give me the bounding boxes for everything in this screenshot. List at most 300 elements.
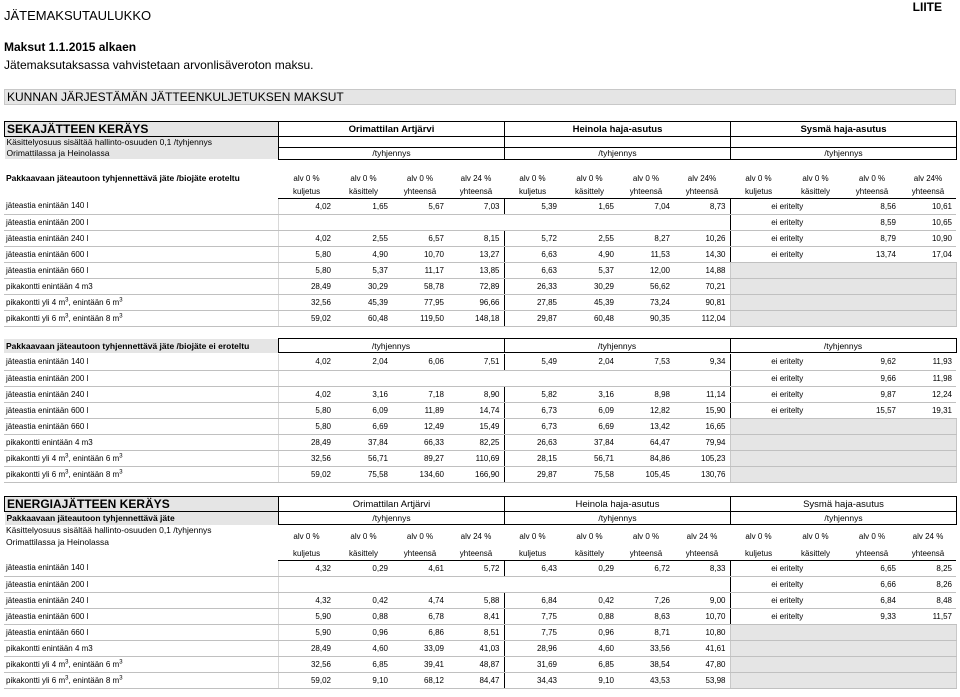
unit2-heinola: /tyhjennys (504, 339, 730, 353)
value-cell: ei eritelty (730, 576, 844, 592)
value-cell: 4,60 (561, 640, 618, 656)
value-cell: 59,02 (278, 466, 335, 482)
vat-header: alv 0 % (576, 173, 603, 183)
value-cell: 0,88 (561, 608, 618, 624)
value-cell: 6,63 (504, 246, 561, 262)
value-cell: 9,62 (844, 354, 900, 370)
value-cell: 4,02 (278, 386, 335, 402)
value-cell: 11,57 (900, 608, 956, 624)
value-cell: 53,98 (674, 672, 730, 688)
value-cell: 10,80 (674, 624, 730, 640)
value-cell: 16,65 (674, 418, 730, 434)
value-cell: 8,33 (674, 560, 730, 576)
value-cell: 5,49 (504, 354, 561, 370)
energy-header (4, 496, 957, 525)
value-cell: 5,82 (504, 386, 561, 402)
value-cell: ei eritelty (730, 230, 844, 246)
vat-header: alv 0 % (802, 173, 829, 183)
value-cell: 15,57 (844, 402, 900, 418)
table-row (4, 278, 956, 294)
value-cell: 2,04 (335, 354, 392, 370)
row-label: jäteastia enintään 140 l (4, 354, 278, 370)
value-cell: 11,14 (674, 386, 730, 402)
table-row (4, 402, 956, 418)
area-heinola: Heinola haja-asutus (505, 122, 731, 137)
value-cell: 39,41 (392, 656, 448, 672)
value-cell: 6,09 (561, 402, 618, 418)
sek-title: SEKAJÄTTEEN KERÄYS (5, 122, 279, 137)
vat-header: alv 0 % (350, 173, 377, 183)
kind-header: yhteensä (448, 548, 504, 560)
value-cell: 6,57 (392, 230, 448, 246)
table-row (4, 450, 956, 466)
valid-from-text: Maksut 1.1.2015 alkaen (4, 40, 137, 54)
vat-header: alv 0 % (745, 173, 772, 183)
value-cell: 8,79 (844, 230, 900, 246)
table-row (4, 310, 956, 326)
energy-area-heinola: Heinola haja-asutus (505, 497, 731, 512)
kind-header: yhteensä (844, 548, 900, 560)
vat-header: alv 24 % (460, 531, 492, 541)
value-cell: 4,02 (278, 230, 335, 246)
value-cell: 5,90 (278, 624, 335, 640)
unit-orimattila: /tyhjennys (279, 147, 505, 159)
table-row (4, 230, 956, 246)
value-cell: ei eritelty (730, 198, 844, 214)
value-cell: 47,80 (674, 656, 730, 672)
value-cell: 5,67 (392, 198, 448, 214)
unit2-sysma: /tyhjennys (730, 339, 956, 353)
energy-area-sysma: Sysmä haja-asutus (731, 497, 957, 512)
kind-header: yhteensä (618, 186, 674, 198)
value-cell: 0,29 (335, 560, 392, 576)
table-row (4, 198, 956, 214)
row-label: pikakontti yli 4 $m^3$, enintään 6 $m^3$ (4, 294, 278, 310)
value-cell: 8,48 (900, 592, 956, 608)
empty-cell (730, 418, 956, 434)
value-cell: 14,88 (674, 262, 730, 278)
value-cell: 33,09 (392, 640, 448, 656)
value-cell: 5,90 (278, 608, 335, 624)
value-cell: 31,69 (504, 656, 561, 672)
empty-cell (730, 294, 956, 310)
value-cell: ei eritelty (730, 386, 844, 402)
value-cell: 8,41 (448, 608, 504, 624)
value-cell: 13,74 (844, 246, 900, 262)
value-cell: 12,24 (900, 386, 956, 402)
row-label: pikakontti yli 4 $m^3$, enintään 6 $m^3$ (4, 656, 278, 672)
value-cell: 70,21 (674, 278, 730, 294)
value-cell: 110,69 (448, 450, 504, 466)
value-cell: 73,24 (618, 294, 674, 310)
empty-cell (730, 466, 956, 482)
value-cell: 38,54 (618, 656, 674, 672)
value-cell: 0,96 (561, 624, 618, 640)
value-cell: 8,27 (618, 230, 674, 246)
value-cell: 7,51 (448, 354, 504, 370)
value-cell: 17,04 (900, 246, 956, 262)
row-label: jäteastia enintään 600 l (4, 246, 278, 262)
value-cell: 26,33 (504, 278, 561, 294)
value-cell: 10,70 (674, 608, 730, 624)
area-orimattila: Orimattilan Artjärvi (279, 122, 505, 137)
energy-unit-sysma: /tyhjennys (731, 512, 957, 525)
value-cell: 59,02 (278, 672, 335, 688)
value-cell: 2,04 (561, 354, 618, 370)
value-cell: 10,70 (392, 246, 448, 262)
value-cell: 10,61 (900, 198, 956, 214)
value-cell: 4,74 (392, 592, 448, 608)
kind-header: yhteensä (844, 186, 900, 198)
value-cell: 4,90 (335, 246, 392, 262)
kind-header: yhteensä (674, 186, 730, 198)
value-cell: 1,65 (561, 198, 618, 214)
value-cell: 59,02 (278, 310, 335, 326)
vat-header: alv 0 % (519, 173, 546, 183)
table-row (4, 370, 956, 386)
main-section-band: KUNNAN JÄRJESTÄMÄN JÄTTEENKULJETUKSEN MAKSUT (4, 89, 956, 105)
value-cell: 8,51 (448, 624, 504, 640)
empty-cell (278, 214, 730, 230)
value-cell: 15,90 (674, 402, 730, 418)
empty-cell (730, 310, 956, 326)
vat-header: alv 24 % (912, 531, 944, 541)
value-cell: 6,85 (561, 656, 618, 672)
value-cell: 4,60 (335, 640, 392, 656)
kind-header: kuljetus (504, 186, 561, 198)
kind-header: kuljetus (730, 548, 787, 560)
value-cell: 4,90 (561, 246, 618, 262)
row-label: jäteastia enintään 660 l (4, 262, 278, 278)
kind-header: käsittely (787, 186, 844, 198)
attachment-label: LIITE (912, 0, 942, 14)
handling-note: Käsittelyosuus sisältää hallinto-osuuden 0,1 /tyhjennys (5, 137, 279, 148)
handling-note: Käsittelyosuus sisältää hallinto-osuuden 0,1 /tyhjennys Orimattilassa ja Heinolassa (6, 525, 212, 547)
value-cell: 45,39 (561, 294, 618, 310)
value-cell: 32,56 (278, 294, 335, 310)
value-cell: 5,80 (278, 262, 335, 278)
value-cell: 119,50 (392, 310, 448, 326)
value-cell: 56,71 (335, 450, 392, 466)
value-cell: 166,90 (448, 466, 504, 482)
value-cell: 28,49 (278, 640, 335, 656)
value-cell: 58,78 (392, 278, 448, 294)
value-cell: 3,16 (335, 386, 392, 402)
value-cell: 82,25 (448, 434, 504, 450)
value-cell: 5,88 (448, 592, 504, 608)
vat-header: alv 0 % (406, 531, 434, 541)
value-cell: 30,29 (335, 278, 392, 294)
value-cell: 0,29 (561, 560, 618, 576)
value-cell: 45,39 (335, 294, 392, 310)
document-title: JÄTEMAKSUTAULUKKO (4, 8, 152, 23)
unit-sysma: /tyhjennys (731, 147, 957, 159)
sek-table-separated (4, 170, 957, 327)
value-cell: 77,95 (392, 294, 448, 310)
value-cell: 8,63 (618, 608, 674, 624)
value-cell: ei eritelty (730, 608, 844, 624)
vat-header: alv 0 % (858, 531, 886, 541)
value-cell: 37,84 (561, 434, 618, 450)
vat-note-text: Jätemaksutaksassa vahvistetaan arvonlisäveroton maksu. (4, 58, 314, 72)
value-cell: 30,29 (561, 278, 618, 294)
value-cell: 32,56 (278, 656, 335, 672)
value-cell: 10,65 (900, 214, 956, 230)
row-label: jäteastia enintään 600 l (4, 608, 278, 624)
value-cell: 9,10 (335, 672, 392, 688)
value-cell: 8,98 (618, 386, 674, 402)
value-cell: 8,15 (448, 230, 504, 246)
value-cell: 7,26 (618, 592, 674, 608)
value-cell: 11,89 (392, 402, 448, 418)
row-label: jäteastia enintään 200 l (4, 370, 278, 386)
value-cell: 41,61 (674, 640, 730, 656)
value-cell: 11,17 (392, 262, 448, 278)
value-cell: 34,43 (504, 672, 561, 688)
value-cell: 7,75 (504, 608, 561, 624)
row-label: pikakontti yli 4 $m^3$, enintään 6 $m^3$ (4, 450, 278, 466)
value-cell: 9,33 (844, 608, 900, 624)
value-cell: 6,69 (561, 418, 618, 434)
value-cell: 15,49 (448, 418, 504, 434)
sub2-title: Pakkaavaan jäteautoon tyhjennettävä jäte /biojäte ei eroteltu (4, 339, 278, 353)
kind-header: käsittely (335, 548, 392, 560)
value-cell: 6,63 (504, 262, 561, 278)
table-row (4, 434, 956, 450)
value-cell: 9,34 (674, 354, 730, 370)
value-cell: 56,71 (561, 450, 618, 466)
value-cell: 27,85 (504, 294, 561, 310)
energy-unit-heinola: /tyhjennys (505, 512, 731, 525)
value-cell: 29,87 (504, 466, 561, 482)
value-cell: 26,63 (504, 434, 561, 450)
value-cell: 130,76 (674, 466, 730, 482)
row-label: jäteastia enintään 600 l (4, 402, 278, 418)
table-row (4, 656, 956, 672)
value-cell: 96,66 (448, 294, 504, 310)
value-cell: 84,86 (618, 450, 674, 466)
value-cell: 64,47 (618, 434, 674, 450)
value-cell: 33,56 (618, 640, 674, 656)
value-cell: 11,98 (900, 370, 956, 386)
vat-header: alv 0 % (576, 531, 603, 541)
value-cell: 28,15 (504, 450, 561, 466)
value-cell: 6,06 (392, 354, 448, 370)
value-cell: 9,00 (674, 592, 730, 608)
unit2-orimattila: /tyhjennys (278, 339, 504, 353)
value-cell: 5,80 (278, 402, 335, 418)
value-cell: ei eritelty (730, 246, 844, 262)
value-cell: 5,72 (504, 230, 561, 246)
value-cell: 19,31 (900, 402, 956, 418)
kind-header: käsittely (335, 186, 392, 198)
value-cell: 8,90 (448, 386, 504, 402)
empty-cell (730, 656, 956, 672)
table-row (4, 262, 956, 278)
value-cell: ei eritelty (730, 214, 844, 230)
sub-title: Pakkaavaan jäteautoon tyhjennettävä jäte /biojäte eroteltu (6, 173, 240, 183)
value-cell: 60,48 (335, 310, 392, 326)
value-cell: 66,33 (392, 434, 448, 450)
value-cell: 28,96 (504, 640, 561, 656)
value-cell: 6,85 (335, 656, 392, 672)
row-label: pikakontti enintään 4 m3 (4, 434, 278, 450)
kind-header: yhteensä (900, 186, 956, 198)
table-row (4, 294, 956, 310)
value-cell: 41,03 (448, 640, 504, 656)
table-row (4, 576, 956, 592)
row-label: jäteastia enintään 140 l (4, 560, 278, 576)
value-cell: 4,02 (278, 354, 335, 370)
vat-header: alv 0 % (745, 531, 772, 541)
value-cell: 6,86 (392, 624, 448, 640)
value-cell: 89,27 (392, 450, 448, 466)
vat-header: alv 0 % (632, 531, 660, 541)
value-cell: 32,56 (278, 450, 335, 466)
value-cell: 11,53 (618, 246, 674, 262)
value-cell: 12,82 (618, 402, 674, 418)
value-cell: 5,37 (335, 262, 392, 278)
empty-cell (730, 278, 956, 294)
value-cell: 13,85 (448, 262, 504, 278)
value-cell: 90,35 (618, 310, 674, 326)
value-cell: 13,27 (448, 246, 504, 262)
value-cell: 8,25 (900, 560, 956, 576)
row-label: pikakontti yli 6 $m^3$, enintään 8 $m^3$ (4, 672, 278, 688)
value-cell: ei eritelty (730, 354, 844, 370)
value-cell: 6,72 (618, 560, 674, 576)
value-cell: 6,84 (504, 592, 561, 608)
value-cell: 56,62 (618, 278, 674, 294)
energy-sub: Pakkaavaan jäteautoon tyhjennettävä jäte (5, 512, 279, 525)
table-row (4, 386, 956, 402)
table-row (4, 640, 956, 656)
vat-header: alv 0 % (406, 173, 434, 183)
value-cell: 0,96 (335, 624, 392, 640)
sek-sub2-header (4, 338, 957, 353)
empty-cell (730, 640, 956, 656)
value-cell: 8,71 (618, 624, 674, 640)
row-label: jäteastia enintään 140 l (4, 198, 278, 214)
vat-header: alv 0 % (293, 531, 320, 541)
kind-header: yhteensä (392, 548, 448, 560)
row-label: jäteastia enintään 200 l (4, 214, 278, 230)
value-cell: 8,73 (674, 198, 730, 214)
kind-header: yhteensä (448, 186, 504, 198)
empty-cell (730, 450, 956, 466)
row-label: jäteastia enintään 240 l (4, 386, 278, 402)
value-cell: 6,84 (844, 592, 900, 608)
vat-header: alv 0 % (293, 173, 320, 183)
value-cell: 2,55 (335, 230, 392, 246)
value-cell: 29,87 (504, 310, 561, 326)
value-cell: 8,59 (844, 214, 900, 230)
energy-area-orimattila: Orimattilan Artjärvi (279, 497, 505, 512)
value-cell: 5,80 (278, 246, 335, 262)
vat-header: alv 0 % (858, 173, 886, 183)
kind-header: kuljetus (504, 548, 561, 560)
value-cell: 6,73 (504, 418, 561, 434)
energy-title: ENERGIAJÄTTEEN KERÄYS (5, 497, 279, 512)
empty-cell (730, 624, 956, 640)
kind-header: yhteensä (392, 186, 448, 198)
value-cell: 68,12 (392, 672, 448, 688)
table-row (4, 592, 956, 608)
value-cell: 4,02 (278, 198, 335, 214)
area-sysma: Sysmä haja-asutus (731, 122, 957, 137)
value-cell: 11,93 (900, 354, 956, 370)
value-cell: 0,42 (335, 592, 392, 608)
kind-header: kuljetus (278, 548, 335, 560)
table-row (4, 214, 956, 230)
value-cell: 28,49 (278, 434, 335, 450)
energy-unit-orimattila: /tyhjennys (279, 512, 505, 525)
value-cell: 37,84 (335, 434, 392, 450)
value-cell: 79,94 (674, 434, 730, 450)
kind-header: käsittely (787, 548, 844, 560)
vat-header: alv 24 % (686, 531, 718, 541)
kind-header: yhteensä (618, 548, 674, 560)
value-cell: 6,43 (504, 560, 561, 576)
value-cell: 2,55 (561, 230, 618, 246)
value-cell: 6,73 (504, 402, 561, 418)
value-cell: 9,66 (844, 370, 900, 386)
table-row (4, 354, 956, 370)
value-cell: 5,39 (504, 198, 561, 214)
row-label: jäteastia enintään 660 l (4, 418, 278, 434)
vat-header: alv 24% (913, 173, 943, 183)
value-cell: 148,18 (448, 310, 504, 326)
value-cell: 7,03 (448, 198, 504, 214)
value-cell: 10,90 (900, 230, 956, 246)
energy-table (4, 524, 957, 689)
value-cell: 9,87 (844, 386, 900, 402)
empty-cell (278, 576, 730, 592)
value-cell: 112,04 (674, 310, 730, 326)
unit-heinola: /tyhjennys (505, 147, 731, 159)
value-cell: 75,58 (561, 466, 618, 482)
kind-header: käsittely (561, 548, 618, 560)
value-cell: 4,32 (278, 592, 335, 608)
row-label: jäteastia enintään 660 l (4, 624, 278, 640)
table-row (4, 624, 956, 640)
value-cell: 8,56 (844, 198, 900, 214)
table-row (4, 418, 956, 434)
value-cell: 6,65 (844, 560, 900, 576)
table-row (4, 466, 956, 482)
value-cell: 7,53 (618, 354, 674, 370)
row-label: pikakontti yli 6 $m^3$, enintään 8 $m^3$ (4, 466, 278, 482)
table-row (4, 560, 956, 576)
kind-header: yhteensä (674, 548, 730, 560)
row-label: jäteastia enintään 240 l (4, 230, 278, 246)
vat-header: alv 0 % (802, 531, 829, 541)
value-cell: 10,26 (674, 230, 730, 246)
value-cell: 90,81 (674, 294, 730, 310)
value-cell: 75,58 (335, 466, 392, 482)
row-label: pikakontti yli 6 $m^3$, enintään 8 $m^3$ (4, 310, 278, 326)
value-cell: 8,26 (900, 576, 956, 592)
kind-header: kuljetus (730, 186, 787, 198)
row-label: pikakontti enintään 4 m3 (4, 278, 278, 294)
value-cell: 7,75 (504, 624, 561, 640)
table-row (4, 246, 956, 262)
value-cell: 0,88 (335, 608, 392, 624)
value-cell: 6,78 (392, 608, 448, 624)
value-cell: 60,48 (561, 310, 618, 326)
table-row (4, 608, 956, 624)
value-cell: 105,23 (674, 450, 730, 466)
